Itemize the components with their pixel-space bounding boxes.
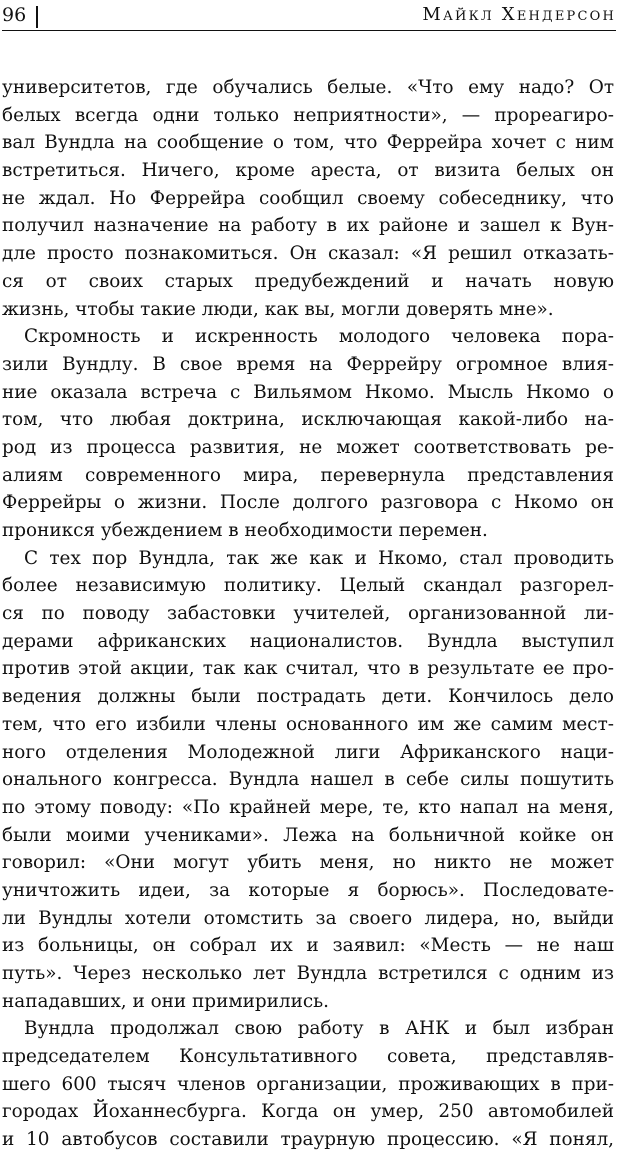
- running-title: Майкл Хендерсон: [422, 4, 616, 25]
- text-line: более независимую политику. Целый скандал разгорел-: [2, 575, 614, 597]
- text-line: ведения должны были пострадать дети. Кончилось дело: [2, 686, 614, 708]
- text-line: против этой акции, так как считал, что в результате ее про-: [2, 658, 614, 680]
- text-line: не ждал. Но Феррейра сообщил своему собеседнику, что: [2, 187, 614, 209]
- text-line: вал Вундла на сообщение о том, что Феррейра хочет с ним: [2, 132, 614, 154]
- text-line: Скромность и искренность молодого человека пора-: [24, 326, 614, 348]
- text-line: путь». Через несколько лет Вундла встретился с одним из: [2, 963, 614, 984]
- text-line: тем, что его избили члены основанного им же самим мест-: [2, 713, 614, 735]
- text-line: онального конгресса. Вундла нашел в себе силы пошутить: [2, 769, 614, 791]
- text-line: университетов, где обучались белые. «Что ему надо? От: [2, 77, 614, 98]
- text-line: нападавших, и они примирились.: [2, 990, 330, 1012]
- text-line: по этому поводу: «По крайней мере, те, кто напал на меня,: [2, 796, 614, 818]
- running-head: [2, 4, 616, 31]
- text-line: из больницы, он собрал их и заявил: «Месть — не наш: [2, 935, 614, 957]
- text-line: С тех пор Вундла, так же как и Нкомо, стал проводить: [24, 547, 614, 569]
- text-line: городах Йоханнесбурга. Когда он умер, 250 автомобилей: [2, 1101, 614, 1123]
- text-line: алиям современного мира, перевернула представления: [2, 464, 614, 486]
- text-line: говорил: «Они могут убить меня, но никто не может: [2, 852, 614, 874]
- text-line: дле просто познакомиться. Он сказал: «Я решил отказать-: [2, 243, 614, 265]
- text-line: ли Вундлы хотели отомстить за своего лидера, но, выйди: [2, 907, 614, 929]
- text-line: были моими учениками». Лежа на больничной койке он: [2, 824, 614, 846]
- page-number: 96: [2, 4, 27, 26]
- text-line: жизнь, чтобы такие люди, как вы, могли доверять мне».: [2, 298, 554, 320]
- text-line: ного отделения Молодежной лиги Африканского наци-: [2, 741, 614, 763]
- text-line: белых всегда одни только неприятности», — прореагиро-: [2, 104, 614, 126]
- text-line: уничтожить идеи, за которые я борюсь». Последовате-: [2, 879, 614, 901]
- text-line: Феррейры о жизни. После долгого разговора с Нкомо он: [2, 492, 614, 514]
- text-line: и 10 автобусов составили траурную процессию. «Я понял,: [2, 1129, 614, 1151]
- text-line: получил назначение на работу в их районе и зашел к Вун-: [2, 215, 614, 237]
- text-line: председателем Консультативного совета, представляв-: [2, 1046, 614, 1068]
- text-line: проникся убеждением в необходимости перемен.: [2, 520, 488, 541]
- text-line: ся от своих старых предубеждений и начать новую: [2, 270, 614, 292]
- text-line: дерами африканских националистов. Вундла выступил: [2, 630, 614, 652]
- text-line: ся по поводу забастовки учителей, организованной ли-: [2, 603, 614, 625]
- header-separator: [36, 6, 38, 28]
- text-line: Вундла продолжал свою работу в АНК и был избран: [24, 1018, 614, 1040]
- text-line: зили Вундлу. В свое время на Феррейру огромное влия-: [2, 353, 614, 375]
- text-line: том, что любая доктрина, исключающая какой-либо на-: [2, 409, 614, 431]
- text-line: шего 600 тысяч членов организации, проживающих в при-: [2, 1073, 614, 1095]
- text-line: род из процесса развития, не может соответствовать ре-: [2, 436, 614, 458]
- body-text: [2, 74, 614, 1154]
- text-line: встретиться. Ничего, кроме ареста, от визита белых он: [2, 160, 614, 182]
- text-line: ние оказала встреча с Вильямом Нкомо. Мысль Нкомо о: [2, 381, 614, 403]
